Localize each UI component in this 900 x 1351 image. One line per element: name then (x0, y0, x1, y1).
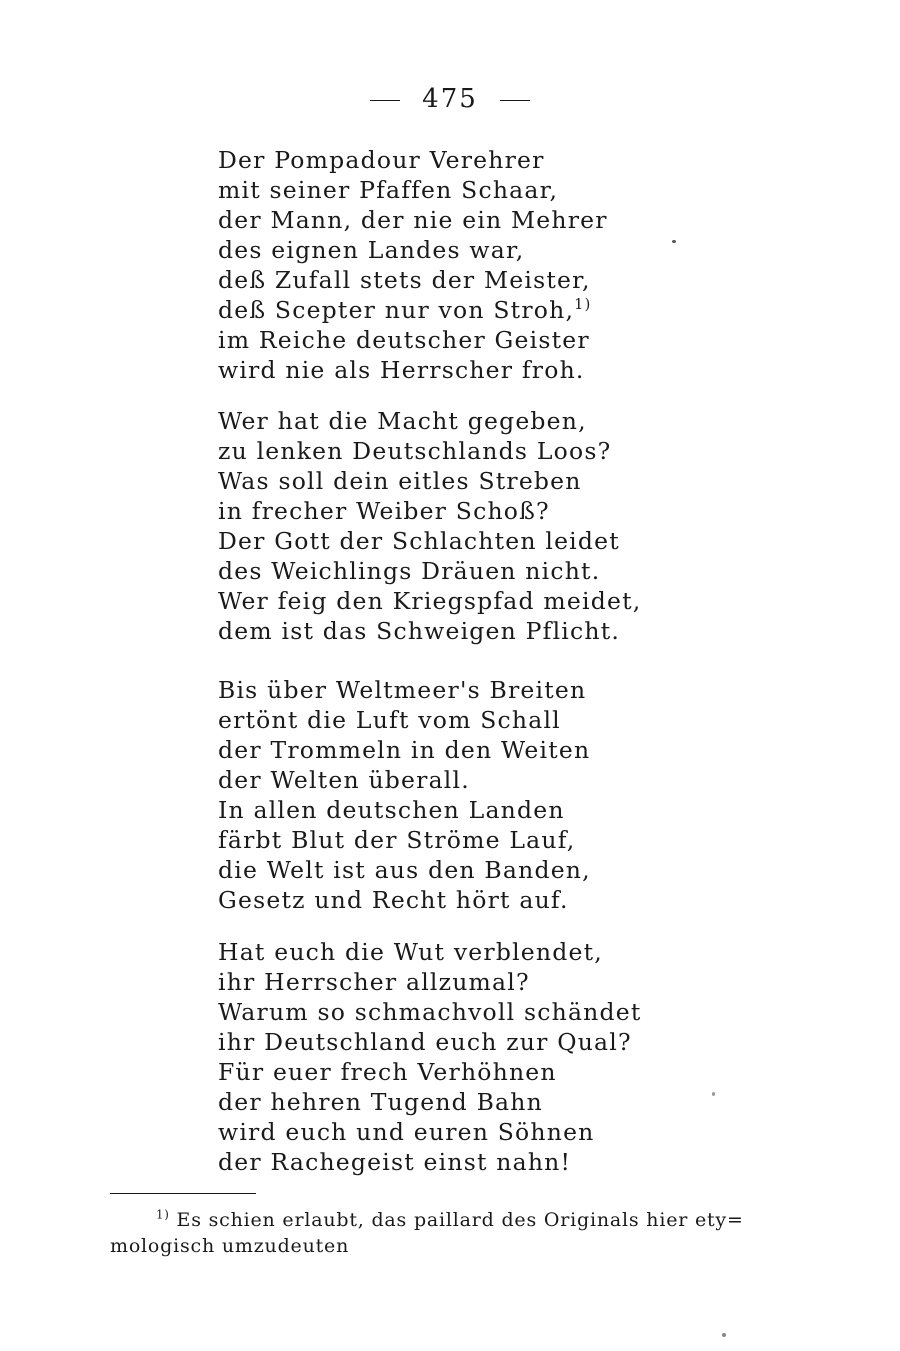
stanza-3-line-5: In allen deutschen Landen (218, 796, 565, 824)
stanza-2-line-4: in frecher Weiber Schoß? (218, 497, 550, 525)
stanza-3-line-1: Bis über Weltmeer's Breiten (218, 676, 587, 704)
footnote-marker: 1) (156, 1207, 170, 1222)
stanza-2 (218, 406, 858, 646)
stanza-1-line-1: Der Pompadour Verehrer (218, 146, 545, 174)
ink-speck (672, 240, 676, 243)
stanza-4-line-7: wird euch und euren Söhnen (218, 1118, 595, 1146)
stanza-3-line-4: der Welten überall. (218, 766, 470, 794)
right-dash (500, 100, 530, 101)
footnote (110, 1207, 790, 1259)
stanza-4-line-6: der hehren Tugend Bahn (218, 1088, 543, 1116)
stanza-3 (218, 675, 858, 915)
stanza-2-line-2: zu lenken Deutschlands Loos? (218, 437, 612, 465)
footnote-line-1-text: Es schien erlaubt, das paillard des Originals hier ety= (176, 1209, 744, 1231)
page-number-value: 475 (422, 84, 478, 114)
stanza-2-line-5: Der Gott der Schlachten leidet (218, 527, 620, 555)
stanza-4-line-4: ihr Deutschland euch zur Qual? (218, 1028, 632, 1056)
stanza-2-line-1: Wer hat die Macht gegeben, (218, 407, 587, 435)
stanza-1-line-3: der Mann, der nie ein Mehrer (218, 206, 608, 234)
left-dash (370, 100, 400, 101)
stanza-4-line-1: Hat euch die Wut verblendet, (218, 938, 603, 966)
stanza-3-line-2: ertönt die Luft vom Schall (218, 706, 561, 734)
stanza-4-line-8: der Rachegeist einst nahn! (218, 1148, 572, 1176)
stanza-1-line-4: des eignen Landes war, (218, 236, 525, 264)
stanza-1-line-7: im Reiche deutscher Geister (218, 326, 590, 354)
footnote-line-1 (110, 1207, 790, 1233)
stanza-3-line-8: Gesetz und Recht hört auf. (218, 886, 569, 914)
stanza-1-line-8: wird nie als Herrscher froh. (218, 356, 585, 384)
ink-speck (712, 1092, 715, 1096)
stanza-1-line-2: mit seiner Pfaffen Schaar, (218, 176, 559, 204)
stanza-3-line-6: färbt Blut der Ströme Lauf, (218, 826, 576, 854)
footnote-line-2: mologisch umzudeuten (110, 1235, 350, 1257)
stanza-1 (218, 145, 858, 385)
footnote-reference: 1) (574, 296, 592, 314)
stanza-4-line-2: ihr Herrscher allzumal? (218, 968, 530, 996)
page-number (0, 84, 900, 114)
footnote-divider (110, 1193, 256, 1194)
stanza-3-line-3: der Trommeln in den Weiten (218, 736, 591, 764)
stanza-1-line-6 (218, 295, 858, 325)
stanza-4-line-3: Warum so schmachvoll schändet (218, 998, 642, 1026)
stanza-3-line-7: die Welt ist aus den Banden, (218, 856, 591, 884)
stanza-4 (218, 937, 858, 1177)
stanza-2-line-7: Wer feig den Kriegspfad meidet, (218, 587, 642, 615)
stanza-2-line-3: Was soll dein eitles Streben (218, 467, 582, 495)
stanza-2-line-8: dem ist das Schweigen Pflicht. (218, 617, 621, 645)
stanza-1-line-6-text: deß Scepter nur von Stroh, (218, 296, 575, 324)
ink-speck (722, 1333, 726, 1337)
stanza-4-line-5: Für euer frech Verhöhnen (218, 1058, 557, 1086)
stanza-1-line-5: deß Zufall stets der Meister, (218, 266, 591, 294)
stanza-2-line-6: des Weichlings Dräuen nicht. (218, 557, 601, 585)
